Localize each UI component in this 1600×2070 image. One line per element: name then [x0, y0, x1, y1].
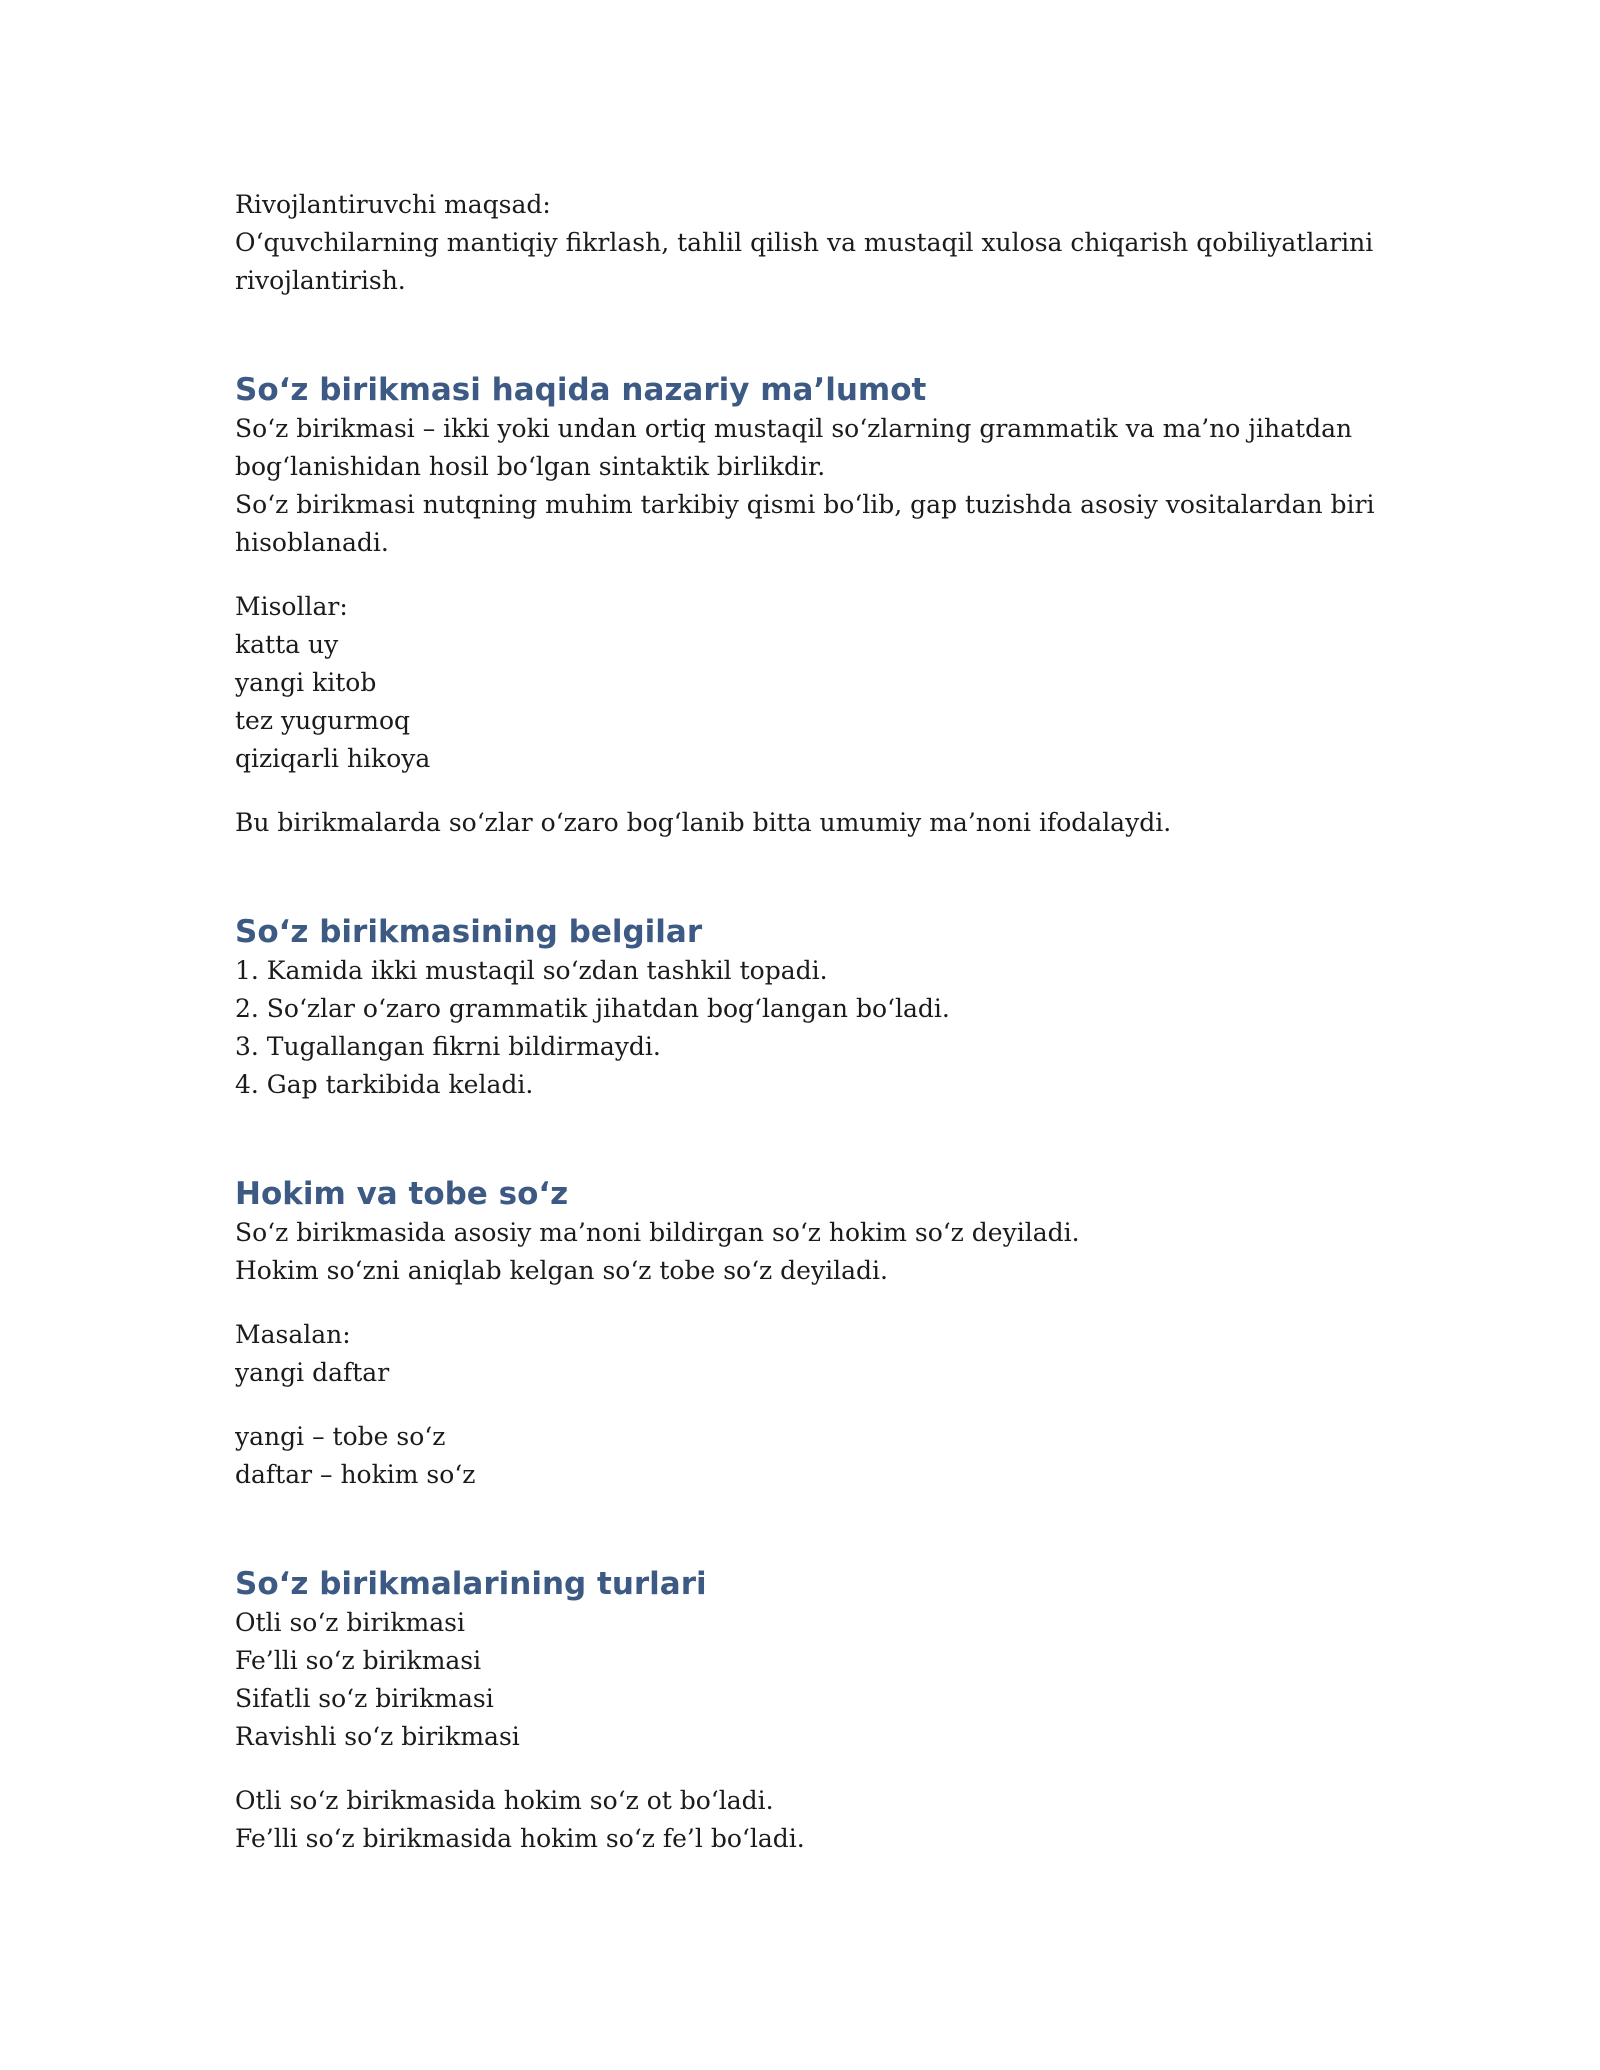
text-line: So‘z birikmasi – ikki yoki undan ortiq mustaqil so‘zlarning grammatik va ma’no jihatdan	[235, 414, 1353, 443]
type-item: Fe’lli so‘z birikmasi	[235, 1646, 482, 1675]
intro-paragraph	[235, 186, 1374, 300]
examples-label: Misollar:	[235, 592, 348, 621]
type-item: Otli so‘z birikmasi	[235, 1608, 465, 1637]
head-dependent-paragraph	[235, 1214, 1365, 1290]
intro-line: O‘quvchilarning mantiqiy fikrlash, tahlil qilish va mustaqil xulosa chiqarish qobiliyatlarini	[235, 228, 1374, 257]
example-item: qiziqarli hikoya	[235, 744, 431, 773]
section-heading-theory: So‘z birikmasi haqida nazariy ma’lumot	[235, 372, 927, 408]
types-notes	[235, 1782, 1365, 1858]
examples-list	[235, 588, 1365, 778]
types-list	[235, 1604, 1365, 1756]
conclusion-paragraph	[235, 804, 1365, 842]
breakdown-item: yangi – tobe so‘z	[235, 1422, 446, 1451]
example-item: yangi kitob	[235, 668, 377, 697]
example-item: katta uy	[235, 630, 339, 659]
list-item: 3. Tugallangan fikrni bildirmaydi.	[235, 1032, 661, 1061]
breakdown-list	[235, 1418, 1365, 1494]
type-item: Sifatli so‘z birikmasi	[235, 1684, 494, 1713]
text-line: hisoblanadi.	[235, 528, 389, 557]
example-paragraph	[235, 1316, 1365, 1392]
intro-label: Rivojlantiruvchi maqsad:	[235, 190, 551, 219]
features-list	[235, 952, 1365, 1104]
theory-paragraph	[235, 410, 1375, 562]
example-label: Masalan:	[235, 1320, 351, 1349]
example-item: tez yugurmoq	[235, 706, 410, 735]
list-item: 2. So‘zlar o‘zaro grammatik jihatdan bog‘langan bo‘ladi.	[235, 994, 950, 1023]
section-heading-head-dependent: Hokim va tobe so‘z	[235, 1176, 569, 1212]
section-heading-features: So‘z birikmasining belgilar	[235, 914, 703, 950]
breakdown-item: daftar – hokim so‘z	[235, 1460, 476, 1489]
list-item: 4. Gap tarkibida keladi.	[235, 1070, 534, 1099]
conclusion-line: Bu birikmalarda so‘zlar o‘zaro bog‘lanib bitta umumiy ma’noni ifodalaydi.	[235, 808, 1172, 837]
document-page	[235, 186, 1375, 1858]
type-item: Ravishli so‘z birikmasi	[235, 1722, 520, 1751]
example-item: yangi daftar	[235, 1358, 390, 1387]
list-item: 1. Kamida ikki mustaqil so‘zdan tashkil topadi.	[235, 956, 828, 985]
intro-line: rivojlantirish.	[235, 266, 406, 295]
text-line: So‘z birikmasi nutqning muhim tarkibiy qismi bo‘lib, gap tuzishda asosiy vositalardan biri	[235, 490, 1375, 519]
text-line: bog‘lanishidan hosil bo‘lgan sintaktik birlikdir.	[235, 452, 826, 481]
text-line: Hokim so‘zni aniqlab kelgan so‘z tobe so‘z deyiladi.	[235, 1256, 888, 1285]
section-heading-types: So‘z birikmalarining turlari	[235, 1566, 707, 1602]
note-line: Fe’lli so‘z birikmasida hokim so‘z fe’l bo‘ladi.	[235, 1824, 805, 1853]
note-line: Otli so‘z birikmasida hokim so‘z ot bo‘ladi.	[235, 1786, 774, 1815]
text-line: So‘z birikmasida asosiy ma’noni bildirgan so‘z hokim so‘z deyiladi.	[235, 1218, 1080, 1247]
